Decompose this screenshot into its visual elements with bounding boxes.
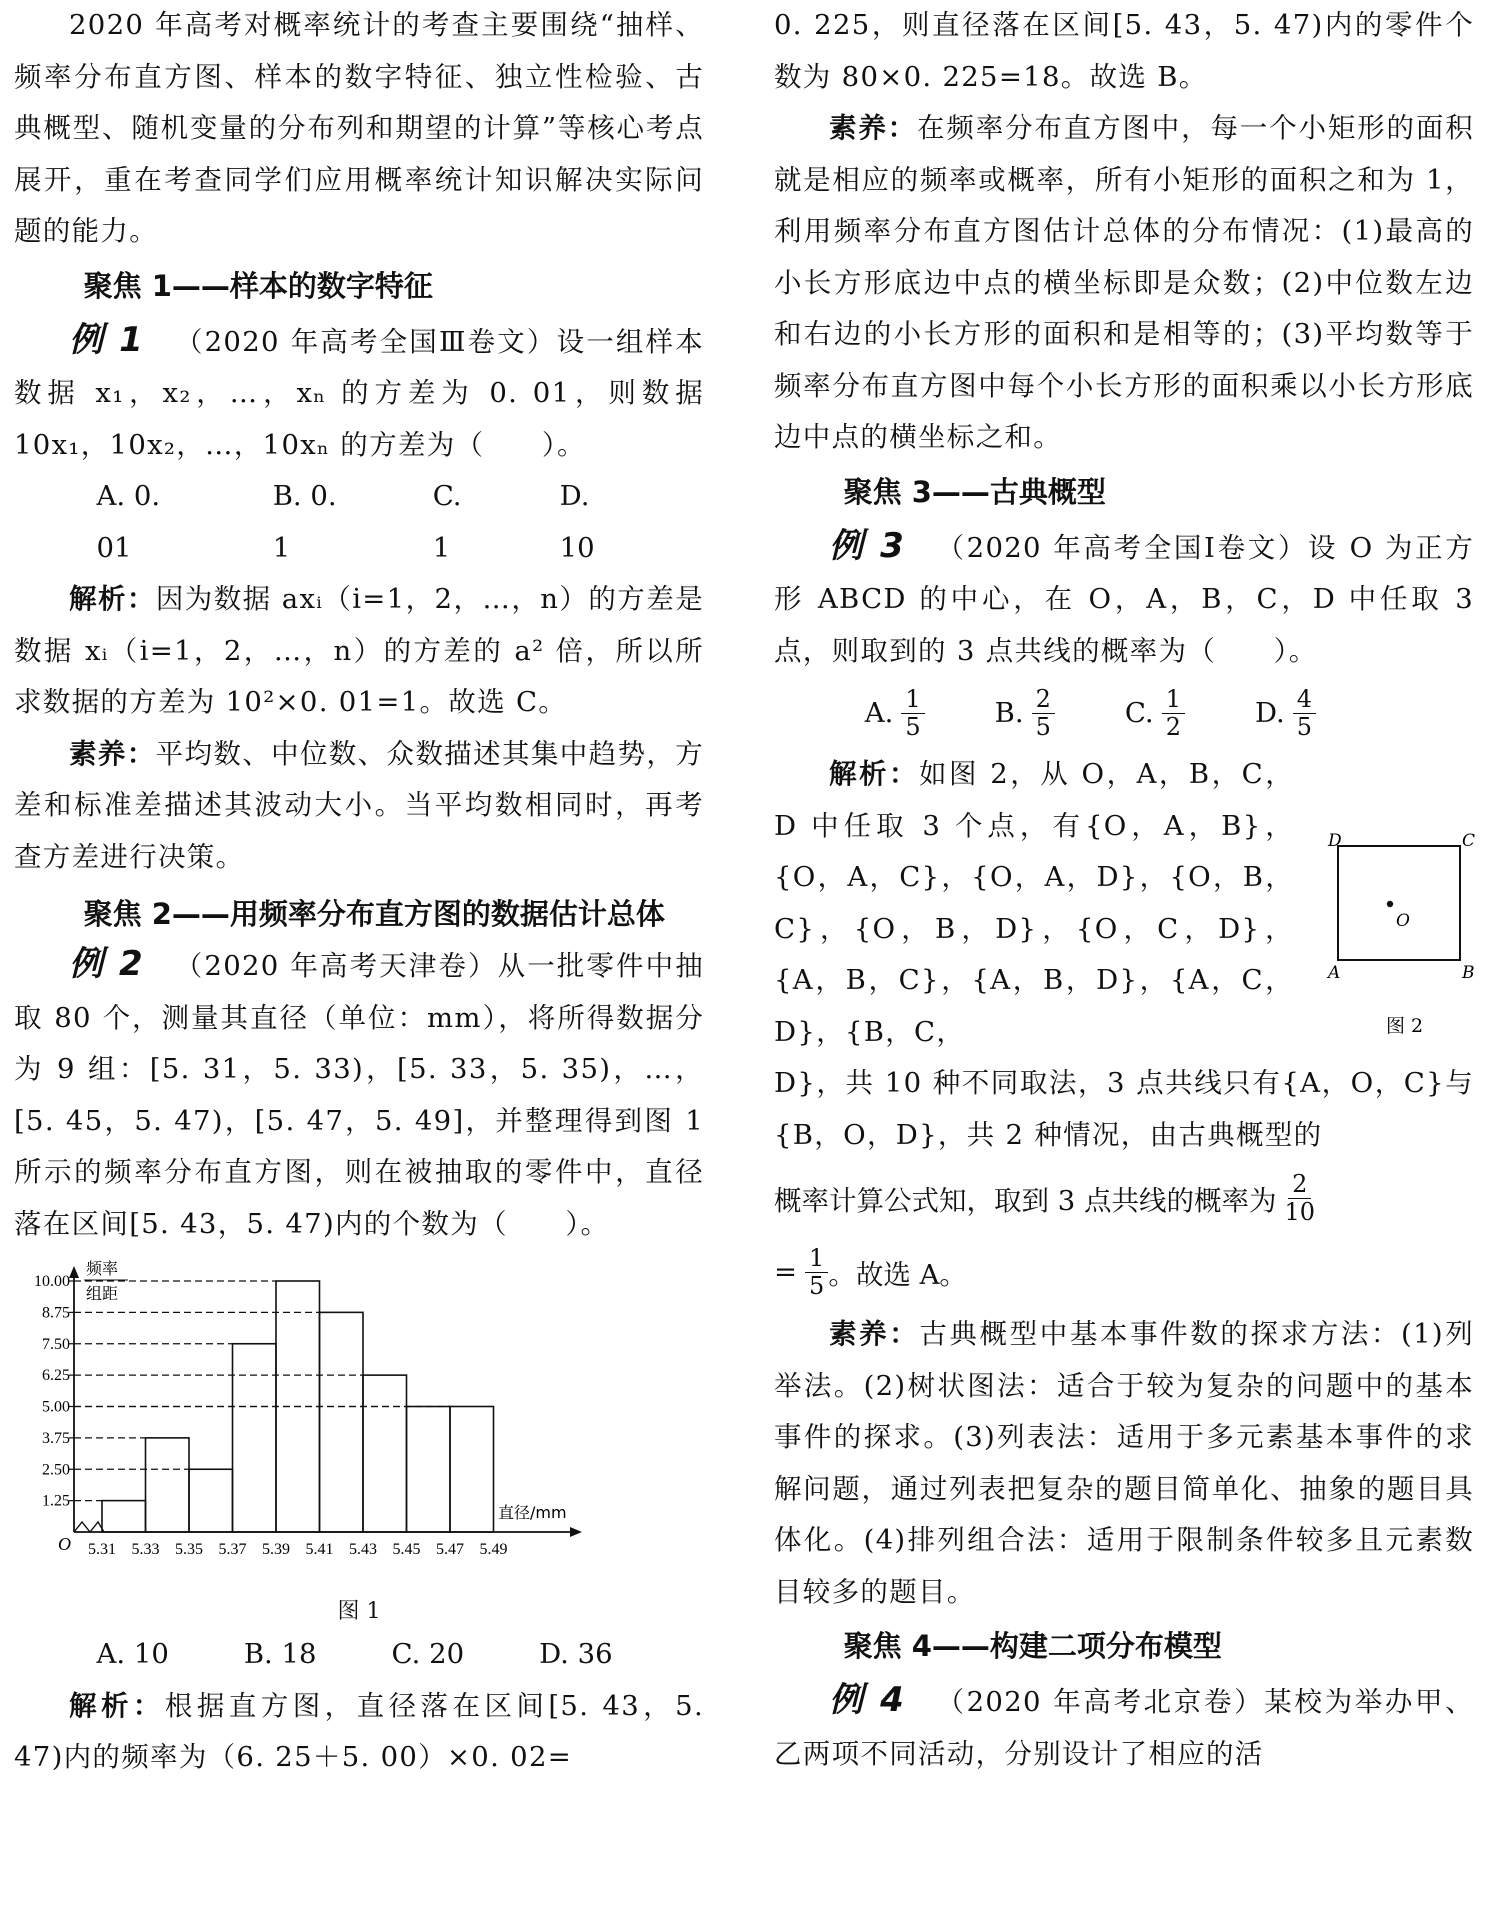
right-column <box>774 0 1474 1780</box>
example-1-literacy: 素养：平均数、中位数、众数描述其集中趋势，方差和标准差描述其波动大小。当平均数相同时，再考查方差进行决策。 <box>14 737 704 873</box>
option-d: D. 10 <box>559 480 595 564</box>
focus-1-heading: 聚焦 1——样本的数字特征 <box>83 268 433 303</box>
option-d: D. 36 <box>539 1638 613 1670</box>
option-b: B. 18 <box>243 1638 317 1670</box>
focus-4-heading: 聚焦 4——构建二项分布模型 <box>843 1629 1222 1663</box>
x-tick-label: 5.31 <box>88 1541 116 1558</box>
example-2-solution: 解析：根据直方图，直径落在区间[5. 43，5. 47)内的频率为（6. 25＋5. 00）×0. 02= <box>14 1689 704 1773</box>
figure-1-caption: 图 1 <box>337 1599 381 1624</box>
option-c: C. 1 <box>432 480 462 564</box>
example-3-solution: D}，共 10 种不同取法，3 点共线只有{A，O，C}与{B，O，D}，共 2 种情况，由古典概型的 <box>774 1067 1474 1151</box>
histogram-bar <box>233 1344 277 1532</box>
example-1-text: 例 1 （2020 年高考全国Ⅲ卷文）设一组样本数据 x₁，x₂，…，xₙ 的方差为 0. 01，则数据 10x₁，10x₂，…，10xₙ 的方差为（ ）。 <box>14 319 704 461</box>
x-tick-label: 5.43 <box>349 1541 377 1558</box>
center-label-o: O <box>1396 911 1410 931</box>
y-tick-label: 5.00 <box>42 1398 70 1416</box>
option-a: A. $\frac{1}{5}$ <box>865 686 925 741</box>
example-4-text: 例 4 （2020 年高考北京卷）某校为举办甲、乙两项不同活动，分别设计了相应的活 <box>774 1680 1474 1770</box>
example-2-text: 例 2 （2020 年高考天津卷）从一批零件中抽取 80 个，测量其直径（单位：mm），将所得数据分为 9 组：[5. 31，5. 33)，[5. 33，5. 35)，…，[5. 45，5. 47)，[5. 47，5. 49]，并整理得到图 1 所示的频率分布直方图，则在被抽取的零件中，直径落在区间[5. 43，5. 47)内的个数为（ ）。 <box>14 944 704 1240</box>
example-3-result-line: = $\frac{1}{5}$ 。故选 A。 <box>774 1243 967 1300</box>
y-tick-label: 1.25 <box>42 1492 70 1510</box>
example-1-solution: 解析：因为数据 axᵢ（i=1，2，…，n）的方差是数据 xᵢ（i=1，2，…，n）的方差的 a² 倍，所以所求数据的方差为 10²×0. 01=1。故选 C。 <box>14 583 704 718</box>
histogram-bar <box>189 1469 233 1532</box>
option-a: A. 10 <box>96 1638 169 1670</box>
x-tick-label: 5.37 <box>218 1541 247 1558</box>
option-c: C. $\frac{1}{2}$ <box>1125 686 1185 741</box>
example-4-label: 例 4 <box>829 1680 906 1720</box>
example-3-label: 例 3 <box>829 525 906 566</box>
intro-paragraph: 2020 年高考对概率统计的考查主要围绕“抽样、频率分布直方图、样本的数字特征、独立性检验、古典概型、随机变量的分布列和期望的计算”等核心考点展开，重在考查同学们应用概率统计知识解决实际问题的能力。 <box>14 9 704 247</box>
y-tick-label: 7.50 <box>42 1335 70 1353</box>
histogram-bar <box>407 1407 451 1533</box>
y-axis-label-bottom: 组距 <box>86 1284 119 1303</box>
figure-2-caption: 图 2 <box>1386 1015 1424 1037</box>
example-3-literacy: 素养：古典概型中基本事件数的探求方法：(1)列举法。(2)树状图法：适合于较为复杂的问题中的基本事件的探求。(3)列表法：适用于多元素基本事件的求解问题，通过列表把复杂的题目简单化、抽象的题目具体化。(4)排列组合法：适用于限制条件较多且元素数目较多的题目。 <box>774 1318 1474 1608</box>
y-tick-label: 6.25 <box>42 1367 70 1385</box>
x-tick-label: 5.45 <box>392 1541 421 1558</box>
example-1-label: 例 1 <box>69 319 145 360</box>
option-d: D. $\frac{4}{5}$ <box>1255 686 1316 741</box>
histogram-bar <box>320 1312 364 1532</box>
vertex-label-c: C <box>1462 832 1476 851</box>
option-b: B. $\frac{2}{5}$ <box>995 686 1055 741</box>
frequency-histogram <box>14 1254 704 1584</box>
left-column <box>14 0 704 1784</box>
x-tick-label: 5.49 <box>479 1541 508 1558</box>
focus-2-heading: 聚焦 2——用频率分布直方图的数据估计总体 <box>83 897 665 931</box>
fraction-1-over-5: $\frac{1}{5}$ <box>805 1245 828 1300</box>
x-axis-label: 直径/mm <box>498 1503 567 1522</box>
x-axis-arrow <box>570 1527 582 1537</box>
example-3-probability-line: 概率计算公式知，取到 3 点共线的概率为 $\frac{2}{10}$ <box>774 1169 1316 1226</box>
y-tick-label: 8.75 <box>42 1304 70 1322</box>
example-2-literacy: 素养：在频率分布直方图中，每一个小矩形的面积就是相应的频率或概率，所有小矩形的面积之和为 1，利用频率分布直方图估计总体的分布情况：(1)最高的小长方形底边中点的横坐标即是众数；(2)中位数左边和右边的小长方形的面积和是相等的；(3)平均数等于频率分布直方图中每个小长方形的面积乘以小长方形底边中点的横坐标之和。 <box>774 112 1474 453</box>
histogram-bar <box>102 1501 146 1532</box>
fraction-2-over-10: $\frac{2}{10}$ <box>1284 1169 1316 1226</box>
x-tick-label: 5.47 <box>436 1541 464 1558</box>
vertex-label-b: B <box>1462 963 1475 983</box>
example-3-text: 例 3 （2020 年高考全国Ⅰ卷文）设 O 为正方形 ABCD 的中心，在 O，A，B，C，D 中任取 3 点，则取到的 3 点共线的概率为（ ）。 <box>774 525 1474 667</box>
option-b: B. 0. 1 <box>272 480 337 564</box>
example-3-solution-wrapped: 解析：如图 2，从 O，A，B，C，D 中任取 3 个点，有{O，A，B}，{O，A，C}，{O，A，D}，{O，B，C}，{O，B，D}，{O，C，D}，{A，B，C}，{A，B，D}，{A，C，D}，{B，C， <box>774 758 1294 1048</box>
origin-label: O <box>58 1534 71 1554</box>
figure-2-square-diagram <box>1316 832 1476 1052</box>
y-axis-arrow <box>69 1266 79 1278</box>
x-tick-label: 5.33 <box>131 1541 160 1558</box>
example-2-options <box>14 1629 704 1681</box>
y-axis-label-top: 频率 <box>86 1259 119 1278</box>
vertex-label-d: D <box>1328 832 1342 851</box>
square-abcd <box>1338 846 1460 960</box>
y-tick-label: 2.50 <box>42 1461 70 1479</box>
x-tick-label: 5.35 <box>175 1541 203 1558</box>
x-tick-label: 5.39 <box>262 1541 290 1558</box>
example-3-options <box>774 677 1474 749</box>
focus-3-heading: 聚焦 3——古典概型 <box>843 474 1106 509</box>
y-tick-label: 3.75 <box>42 1429 70 1447</box>
center-point-o <box>1387 901 1393 907</box>
option-c: C. 20 <box>391 1638 465 1670</box>
histogram-bar <box>146 1438 190 1532</box>
histogram-bar <box>450 1407 494 1533</box>
example-2-label: 例 2 <box>69 944 144 984</box>
histogram-bar <box>363 1375 407 1532</box>
axis-break-mark <box>74 1522 104 1532</box>
example-1-options <box>14 471 704 574</box>
vertex-label-a: A <box>1328 963 1341 983</box>
y-tick-label: 10.00 <box>34 1273 70 1290</box>
example-2-solution-continued: 0. 225，则直径落在区间[5. 43，5. 47)内的零件个数为 80×0. 225=18。故选 B。 <box>774 9 1474 93</box>
x-tick-label: 5.41 <box>305 1541 334 1558</box>
option-a: A. 0. 01 <box>96 480 161 564</box>
